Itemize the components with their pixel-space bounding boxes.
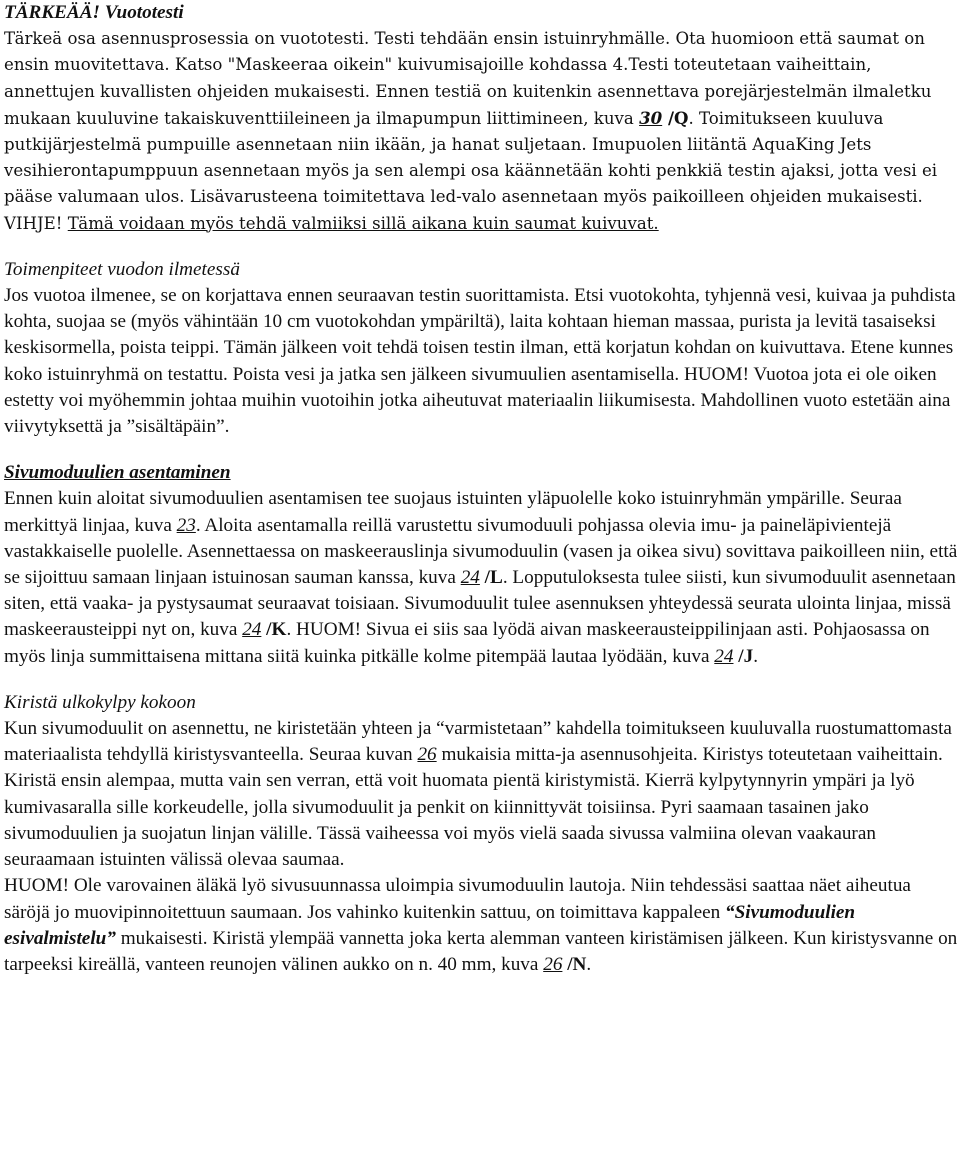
figure-ref: 26: [417, 744, 437, 766]
figure-ref: 26: [543, 953, 563, 975]
text-segment: HUOM! Ole varovainen äläkä lyö sivusuunnassa uloimpia sivumoduulin lautoja. Niin tehdessäsi saattaa näet aiheutua säröjä jo muovipinnoitettuun saumaan. Jos vahinko kuitenkin sattuu, on toimittava kappaleen: [4, 875, 911, 923]
figure-ref: 24: [460, 567, 480, 589]
text-segment: . Lopputuloksesta tulee siisti, kun sivumoduulit asennetaan siten, että vaaka- ja pystysaumat seuraavat toisiaan. Sivumoduulit tulee asennuksen yhteydessä seurata ulointa linjaa, missä maskeerausteippi nyt on, kuva: [4, 567, 956, 641]
paragraph-leak-measures: Jos vuotoa ilmenee, se on korjattava ennen seuraavan testin suorittamista. Etsi vuotokohta, tyhjennä vesi, kuivaa ja puhdista kohta, suojaa se (myös vähintään 10 cm vuotokohdan ympäriltä), laita kohtaan hieman massaa, purista ja levitä tasaiseksi keskisormella, poista teippi. Tämän jälkeen voit tehdä toisen testin ilman, että korjatun kohdan on kuivuttava. Etene kunnes koko istuinryhmä on testattu. Poista vesi ja jatka sen jälkeen sivumuulien asentamisella. HUOM! Vuotoa jota ei ole oiken estetty voi myöhemmin johtaa muihin vuotoihin jotka aiheutuvat materiaalin liikumisesta. Mahdollinen vuoto estetään aina viivytyksettä ja ”sisältäpäin”.: [4, 285, 956, 438]
text-segment: . Toimitukseen kuuluva putkijärjestelmä pumpuille asennetaan niin ikään, ja hanat suljetaan. Imupuolen liitäntä AquaKing Jets vesihierontapumppuun asennetaan myös ja sen alempi osa käännetään kohti penkkiä testin ajaksi, jotta vesi ei pääse valumaan ulos. Lisävarusteena toimitettava led-valo asennetaan myös paikoilleen ohjeiden mukaisesti. VIHJE!: [4, 108, 938, 233]
text-segment: mukaisia mitta-ja asennusohjeita. Kiristys toteutetaan vaiheittain. Kiristä ensin alempaa, mutta vain sen verran, että voit huomata pientä kiristymistä. Kierrä kylpytynnyrin ympäri ja lyö kumivasaralla sille korkeudelle, jolla sivumoduulit ja penkit on kiinnittyvät toisiinsa. Pyri saamaan tasainen jako sivumoduulien ja suojatun linjan välille. Tässä vaiheessa voi myös vielä saada sivussa valmiina olevan vaakauran seuraamaan istuinten välissä olevaa saumaa.: [4, 744, 943, 871]
chapter-ref: “Sivumoduulien esivalmistelu”: [4, 901, 856, 949]
paragraph-warning: [4, 873, 960, 978]
spacer: [4, 670, 960, 690]
figure-ref: 24: [242, 619, 262, 641]
text-segment: . HUOM! Sivua ei siis saa lyödä aivan maskeerausteippilinjaan asti. Pohjaosassa on myös linja summittaisena mittana siitä kuinka pitkälle kolme pitempää lautaa lyödään, kuva: [4, 619, 930, 667]
text-segment: .: [753, 645, 759, 667]
tip-text: Tämä voidaan myös tehdä valmiiksi sillä aikana kuin saumat kuivuvat.: [67, 213, 659, 233]
title-side-modules: Sivumoduulien asentaminen: [4, 462, 231, 484]
text-segment: Kun sivumoduulit on asennettu, ne kiristetään yhteen ja “varmistetaan” kahdella toimitukseen kuuluvalla ruostumattomasta materiaalista tehdyllä kiristysvanteella. Seuraa kuvan: [4, 718, 952, 766]
text-segment: Tärkeä osa asennusprosessia on vuototesti. Testi tehdään ensin istuinryhmälle. Ota huomioon että saumat on ensin muovitettava. Katso "Maskeeraa oikein" kuivumisajoille kohdassa 4.Testi toteutetaan vaiheittain, annettujen kuvallisten ohjeiden mukaisesti. Ennen testiä on kuitenkin asennettava porejärjestelmän ilmaletku mukaan kuuluvine takaiskuventtiileineen ja ilmapumpun liittimineen, kuva: [4, 29, 932, 128]
figure-ref-letter: /Q: [662, 107, 689, 128]
spacer: [4, 440, 960, 460]
section-title-leak-test: [4, 0, 960, 26]
paragraph-leak-test: [4, 26, 960, 237]
text-segment: .: [586, 953, 592, 975]
figure-ref-letter: /J: [733, 645, 754, 667]
section-title-tighten: Kiristä ulkokylpy kokoon: [4, 691, 196, 713]
text-segment: . Aloita asentamalla reillä varustettu sivumoduuli pohjassa olevia imu- ja paineläpivientejä vastakkaiselle puolelle. Asennettaessa on maskeerauslinja sivumoduulin (vasen ja oikea sivu) sovittava paikoilleen niin, että se sijoittuu samaan linjaan istuinosan sauman kanssa, kuva: [4, 514, 958, 589]
figure-ref: 23: [176, 514, 196, 536]
section-tighten: [4, 690, 960, 978]
section-title-leak-measures: Toimenpiteet vuodon ilmetessä: [4, 258, 240, 280]
paragraph-side-modules: [4, 486, 960, 669]
figure-ref-letter: /K: [261, 619, 287, 641]
section-leak-measures: [4, 257, 960, 440]
figure-ref-letter: /N: [562, 953, 587, 975]
spacer: [4, 237, 960, 257]
text-segment: mukaisesti. Kiristä ylempää vannetta joka kerta alemman vanteen kiristämisen jälkeen. Kun kiristysvanne on tarpeeksi kireällä, vanteen reunojen välinen aukko on n. 40 mm, kuva: [4, 927, 958, 975]
title-leak-test: Vuototesti: [99, 2, 184, 23]
section-leak-test: [4, 0, 960, 237]
figure-ref: 24: [714, 645, 734, 667]
section-title-side-modules: [4, 460, 960, 486]
section-side-modules: [4, 460, 960, 670]
title-important: TÄRKEÄÄ!: [4, 2, 100, 23]
figure-ref-letter: /L: [479, 567, 503, 589]
text-segment: Ennen kuin aloitat sivumoduulien asentamisen tee suojaus istuinten yläpuolelle koko istuinryhmän ympärille. Seuraa merkittyä linjaa, kuva: [4, 488, 902, 536]
figure-ref: 30: [639, 107, 663, 128]
paragraph-tighten: [4, 716, 960, 873]
